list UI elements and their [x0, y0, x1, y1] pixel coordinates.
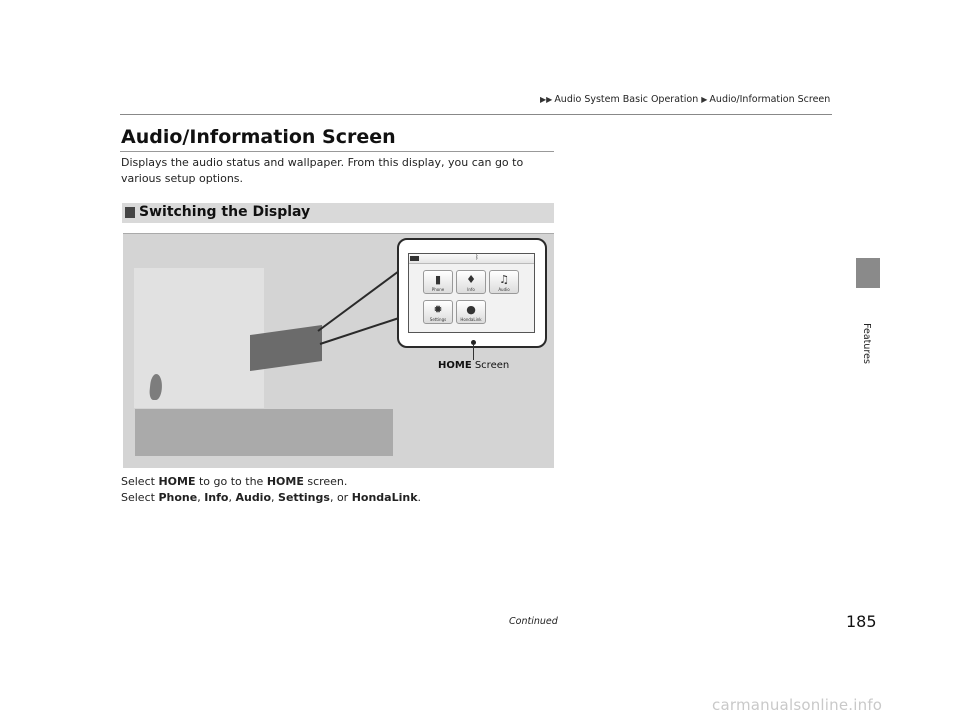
hondalink-tile[interactable]: ● HondaLink	[456, 300, 486, 324]
instruction-line-1: Select HOME to go to the HOME screen.	[121, 475, 348, 488]
menu-icon[interactable]	[410, 256, 419, 261]
instructions	[121, 474, 421, 506]
breadcrumb-item-1[interactable]: Audio System Basic Operation	[554, 94, 699, 105]
gear-icon: ✹	[433, 303, 443, 316]
phone-tile[interactable]: ▮ Phone	[423, 270, 453, 294]
watermark: carmanualsonline.info	[712, 696, 883, 714]
settings-tile[interactable]: ✹ Settings	[423, 300, 453, 324]
hondalink-icon: ●	[466, 303, 476, 316]
pointer-line	[473, 344, 474, 360]
info-icon: ♦	[466, 273, 476, 286]
breadcrumb-arrow-icon: ▶	[701, 95, 708, 104]
info-tile[interactable]: ♦ Info	[456, 270, 486, 294]
chapter-tab[interactable]	[856, 258, 880, 288]
figure-caption: HOME Screen	[438, 360, 510, 371]
intro-text: Displays the audio status and wallpaper. From this display, you can go to various setup options.	[121, 156, 524, 185]
instruction-line-2: Select Phone, Info, Audio, Settings, or HondaLink.	[121, 491, 422, 504]
status-bar	[409, 254, 534, 264]
music-note-icon: ♫	[499, 273, 509, 286]
audio-tile[interactable]: ♫ Audio	[489, 270, 519, 294]
breadcrumb-item-2[interactable]: Audio/Information Screen	[709, 94, 831, 105]
page-number: 185	[846, 612, 877, 631]
section-heading: Switching the Display	[139, 204, 311, 220]
page-title: Audio/Information Screen	[121, 126, 396, 148]
continued-label: Continued	[509, 616, 558, 627]
breadcrumb-arrow-icon: ▶▶	[540, 95, 553, 104]
chapter-tab-label: Features	[860, 323, 872, 364]
phone-icon: ▮	[434, 273, 442, 286]
bluetooth-icon: ᛒ	[475, 254, 479, 261]
